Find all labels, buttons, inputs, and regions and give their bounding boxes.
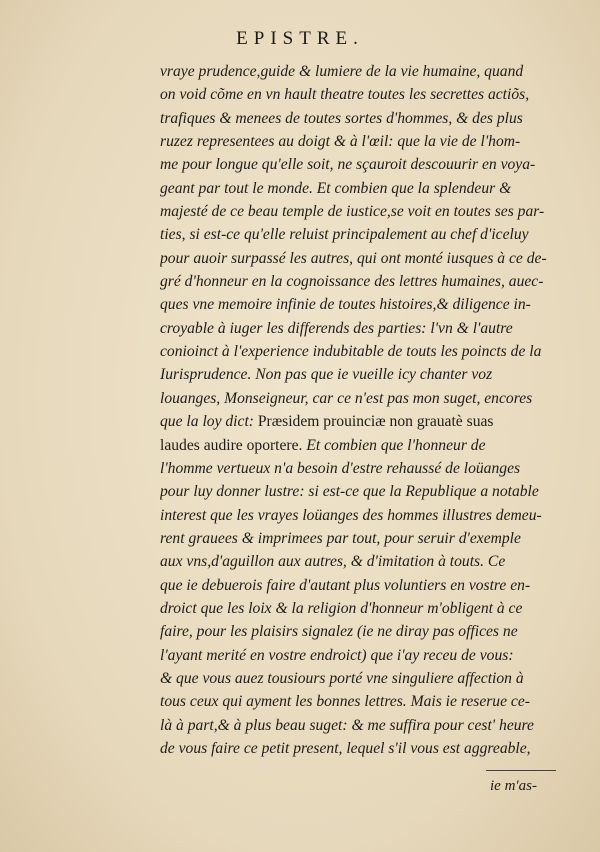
text-line: vraye prudence,guide & lumiere de la vie humaine, quand	[160, 63, 524, 80]
epistle-text	[160, 60, 572, 760]
text-line: là à part,& à plus beau suget: & me suffira pour cest' heure	[160, 716, 534, 734]
text-line-mixed	[160, 434, 572, 457]
text-line: on void cõme en vn hault theatre toutes les secrettes actiõs,	[160, 86, 530, 104]
text-line: geant par tout le monde. Et combien que la splendeur &	[160, 179, 512, 197]
text-line: & que vous auez tousiours porté vne singuliere affection à	[160, 669, 524, 687]
text-line: me pour longue qu'elle soit, ne sçauroit descouurir en voya-	[160, 156, 536, 174]
text-line: conioinct à l'experience indubitable de touts les poincts de la	[160, 343, 542, 361]
text-line: ties, si est-ce qu'elle reluist principalement au chef d'iceluy	[160, 226, 529, 244]
text-line: Iurisprudence. Non pas que ie vueille icy chanter voz	[160, 366, 493, 384]
latin-quotation: Præsidem prouinciæ non grauatè suas	[257, 413, 494, 431]
text-line: interest que les vrayes loüanges des hommes illustres demeu-	[160, 506, 542, 524]
text-line: ques vne memoire infinie de toutes histoires,& diligence in-	[160, 296, 531, 314]
text-line: rent grauees & imprimees par tout, pour seruir d'exemple	[160, 529, 521, 547]
text-line: faire, pour les plaisirs signalez (ie ne diray pas offices ne	[160, 623, 518, 641]
text-line: gré d'honneur en la cognoissance des lettres humaines, auec-	[160, 273, 544, 291]
text-line: trafiques & menees de toutes sortes d'hommes, & des plus	[160, 109, 523, 127]
text-line: que ie debuerois faire d'autant plus voluntiers en vostre en-	[160, 576, 531, 594]
text-line: aux vns,d'aguillon aux autres, & d'imitation à touts. Ce	[160, 553, 506, 571]
text-line: louanges, Monseigneur, car ce n'est pas mon suget, encores	[160, 389, 533, 407]
italic-run: Et combien que l'honneur de	[306, 436, 486, 454]
text-line: pour auoir surpassé les autres, qui ont monté iusques à ce de-	[160, 249, 547, 267]
catchword-rule	[486, 770, 556, 771]
running-header: EPISTRE.	[236, 28, 364, 49]
text-line: pour luy donner lustre: si est-ce que la Republique a notable	[160, 483, 539, 501]
text-line: croyable à iuger les differends des parties: l'vn & l'autre	[160, 319, 513, 337]
latin-quotation: laudes audire oportere.	[160, 436, 303, 454]
text-line: de vous faire ce petit present, lequel s'il vous est aggreable,	[160, 739, 531, 757]
text-line: droict que les loix & la religion d'honneur m'obligent à ce	[160, 599, 523, 617]
text-line: l'ayant merité en vostre endroict) que i'ay receu de vous:	[160, 646, 514, 664]
catchword: ie m'as-	[490, 778, 537, 794]
text-line: ruzez representees au doigt & à l'œil: que la vie de l'hom-	[160, 133, 521, 151]
text-line-mixed	[160, 410, 572, 433]
text-line: majesté de ce beau temple de iustice,se voit en toutes ses par-	[160, 203, 545, 221]
text-line: tous ceux qui ayment les bonnes lettres. Mais ie reserue ce-	[160, 693, 530, 711]
italic-run: que la loy dict:	[160, 413, 254, 431]
text-line: l'homme vertueux n'a besoin d'estre rehaussé de loüanges	[160, 459, 521, 477]
